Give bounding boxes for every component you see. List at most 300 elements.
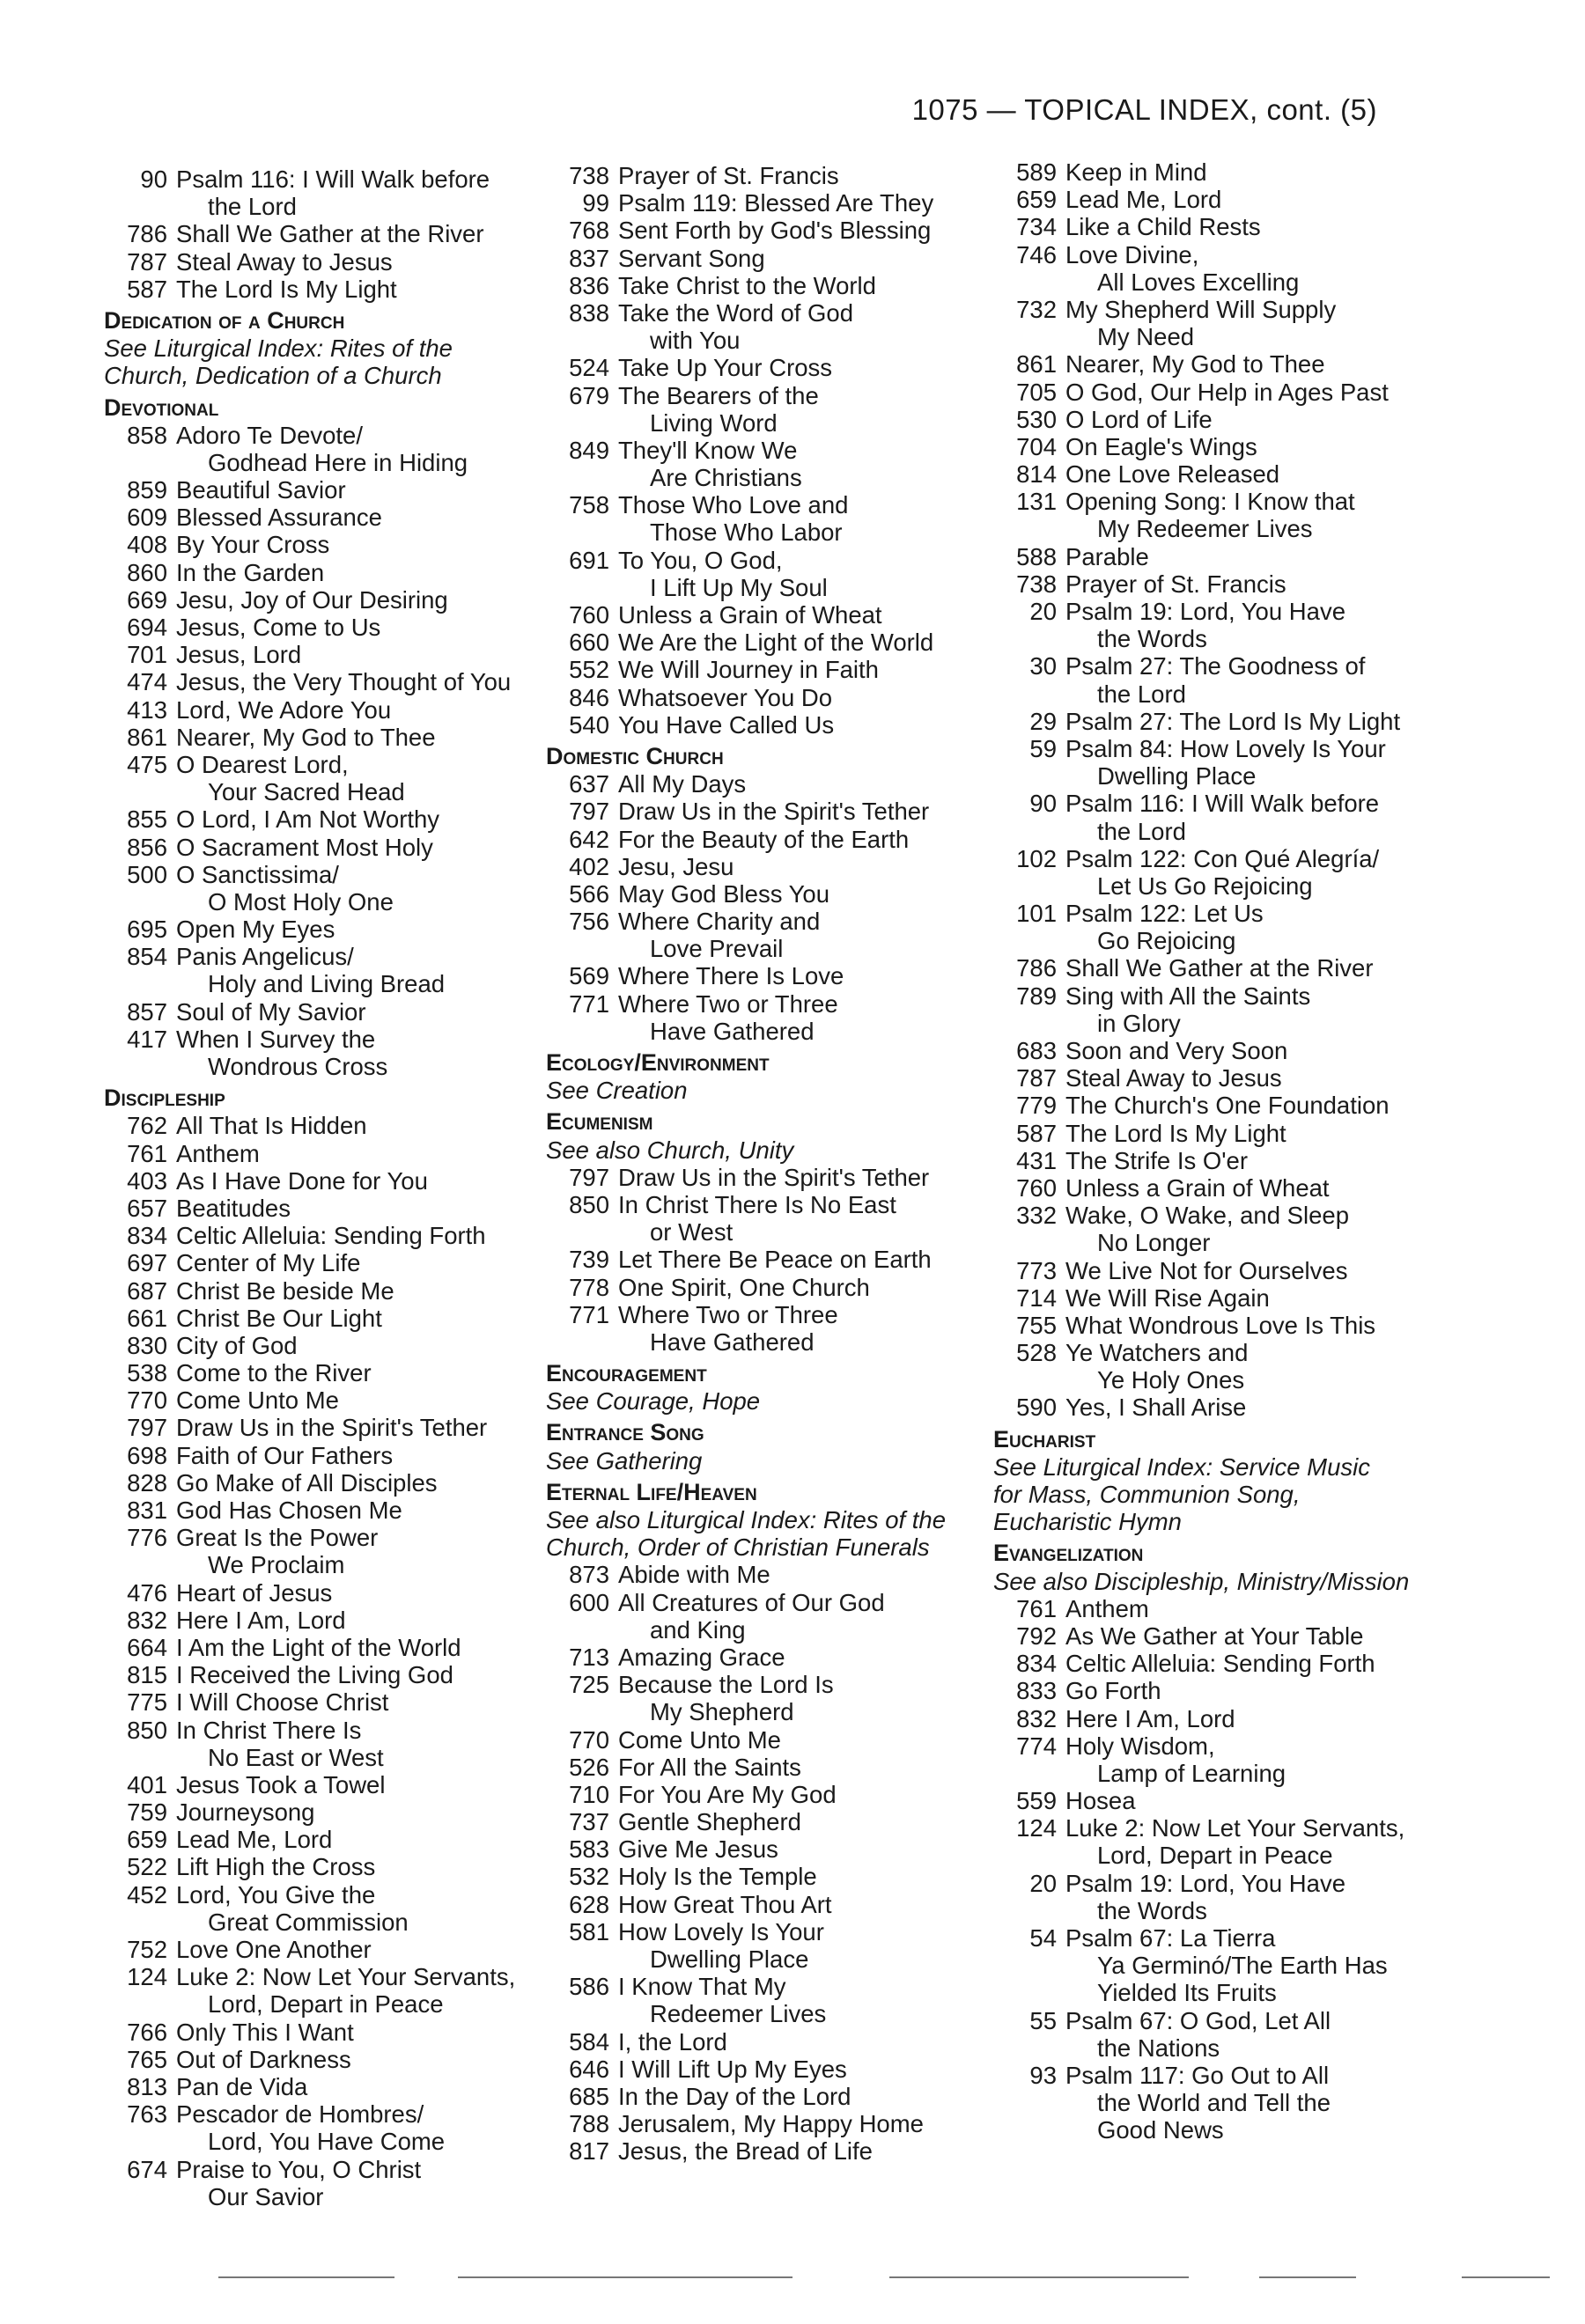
entry-line <box>993 790 1416 817</box>
entry-line <box>993 927 1416 954</box>
hymn-title: Your Sacred Head <box>208 778 405 806</box>
entry-line <box>993 1010 1416 1037</box>
entry-line <box>546 518 969 546</box>
entry-line <box>546 962 969 989</box>
hymn-title: Heart of Jesus <box>176 1578 333 1607</box>
hymn-title: Love One Another <box>176 1936 372 1963</box>
hymn-title: Shall We Gather at the River <box>1065 954 1374 982</box>
entry-line <box>104 504 535 531</box>
hymn-title: Psalm 67: O God, Let All <box>1065 2006 1331 2034</box>
hymn-title: Lift High the Cross <box>176 1853 376 1881</box>
hymn-number: 683 <box>1016 1037 1057 1064</box>
entry-line <box>993 900 1416 927</box>
hymn-title: Lord, Depart in Peace <box>1097 1842 1333 1870</box>
entry-line <box>993 543 1416 570</box>
hymn-title: O Sanctissima/ <box>176 860 339 888</box>
entry-line <box>546 1589 969 1616</box>
see-reference: See Courage, Hope <box>546 1387 761 1416</box>
entry-line <box>104 1442 535 1469</box>
entry-line <box>993 296 1416 323</box>
hymn-title: Pescador de Hombres/ <box>176 2100 424 2129</box>
entry-line <box>546 1835 969 1863</box>
hymn-number: 588 <box>1016 542 1057 570</box>
hymn-number <box>993 762 1065 790</box>
hymn-title: All Loves Excelling <box>1097 268 1300 296</box>
entry-line <box>104 220 535 247</box>
hymn-number <box>993 323 1065 350</box>
hymn-number <box>993 268 1065 296</box>
hymn-number: 763 <box>127 2100 167 2129</box>
hymn-number <box>993 1952 1065 1979</box>
hymn-title: We Live Not for Ourselves <box>1065 1256 1348 1284</box>
section-heading: Eternal Life/Heaven <box>546 1478 757 1505</box>
hymn-title: For You Are My God <box>618 1780 837 1808</box>
hymn-title: Steal Away to Jesus <box>176 247 393 276</box>
entry-line <box>993 652 1416 680</box>
hymn-number: 855 <box>127 805 167 834</box>
entry-line <box>546 574 969 601</box>
hymn-title: We Proclaim <box>208 1551 345 1579</box>
hymn-number: 849 <box>569 436 609 464</box>
hymn-title: I Will Lift Up My Eyes <box>618 2055 847 2083</box>
hymn-title: Prayer of St. Francis <box>1065 570 1286 598</box>
hymn-number: 789 <box>1016 982 1057 1010</box>
hymn-number: 710 <box>569 1780 609 1808</box>
hymn-title: Keep in Mind <box>1065 158 1207 186</box>
hymn-number: 773 <box>1016 1256 1057 1284</box>
hymn-number: 540 <box>569 710 609 739</box>
section-heading: Dedication of a Church <box>104 306 345 334</box>
entry-line <box>993 1787 1416 1814</box>
entry-line <box>993 213 1416 240</box>
hymn-title: with You <box>650 327 741 355</box>
entry-line <box>993 1595 1416 1622</box>
hymn-number: 738 <box>1016 570 1057 598</box>
hymn-number: 758 <box>569 491 609 519</box>
entry-line <box>104 1195 535 1222</box>
hymn-title: in Glory <box>1097 1009 1181 1037</box>
hymn-title: Soon and Very Soon <box>1065 1037 1288 1064</box>
entry-line <box>104 193 535 220</box>
hymn-number: 669 <box>127 585 167 614</box>
hymn-number <box>993 818 1065 845</box>
hymn-number: 584 <box>569 2027 609 2056</box>
entry-line <box>993 735 1416 762</box>
hymn-number: 332 <box>1016 1202 1057 1230</box>
hymn-number <box>993 2089 1065 2116</box>
hymn-title: Take Up Your Cross <box>618 354 833 382</box>
hymn-number: 402 <box>569 852 609 880</box>
entry-line <box>546 1808 969 1835</box>
hymn-title: The Bearers of the <box>618 381 819 409</box>
hymn-title: Take Christ to the World <box>618 271 876 299</box>
entry-line <box>104 276 535 303</box>
hymn-number <box>546 464 618 491</box>
hymn-title: Center of My Life <box>176 1249 361 1277</box>
hymn-title: Yielded Its Fruits <box>1097 1979 1277 2007</box>
entry-line <box>993 1312 1416 1339</box>
hymn-title: Ya Germinó/The Earth Has <box>1097 1952 1388 1980</box>
hymn-title: Have Gathered <box>650 1327 815 1356</box>
entry-line <box>993 1037 1416 1064</box>
entry-line <box>546 1191 969 1218</box>
hymn-title: In Christ There Is <box>176 1716 362 1744</box>
entry-line <box>546 437 969 464</box>
hymn-title: O God, Our Help in Ages Past <box>1065 378 1389 406</box>
entry-line <box>993 2062 1416 2089</box>
hymn-title: Psalm 19: Lord, You Have <box>1065 598 1345 625</box>
hymn-number: 704 <box>1016 432 1057 460</box>
hymn-title: May God Bless You <box>618 879 830 908</box>
hymn-number: 797 <box>127 1414 167 1442</box>
hymn-title: Psalm 117: Go Out to All <box>1065 2061 1330 2089</box>
entry-line <box>993 350 1416 378</box>
footer-rule <box>1462 2276 1550 2278</box>
hymn-number: 90 <box>1029 790 1057 818</box>
hymn-number: 761 <box>1016 1594 1057 1622</box>
hymn-number: 476 <box>127 1578 167 1607</box>
entry-line <box>546 880 969 908</box>
entry-line <box>104 1908 535 1936</box>
entry-line <box>104 531 535 558</box>
index-column-2 <box>546 162 969 2166</box>
hymn-title: Ye Watchers and <box>1065 1339 1249 1367</box>
entry-line <box>104 2128 535 2155</box>
hymn-number: 838 <box>569 298 609 327</box>
hymn-title: My Redeemer Lives <box>1097 515 1313 543</box>
hymn-number: 850 <box>127 1716 167 1744</box>
hymn-title: Let There Be Peace on Earth <box>618 1246 932 1274</box>
hymn-title: Give Me Jesus <box>618 1835 778 1864</box>
hymn-title: O Sacrament Most Holy <box>176 833 433 861</box>
hymn-number <box>546 409 618 437</box>
entry-line <box>104 1359 535 1386</box>
hymn-number: 846 <box>569 683 609 711</box>
entry-line <box>993 1394 1416 1421</box>
hymn-title: For All the Saints <box>618 1753 801 1781</box>
hymn-number: 713 <box>569 1643 609 1671</box>
hymn-title: Opening Song: I Know that <box>1065 488 1355 516</box>
hymn-number: 590 <box>1016 1394 1057 1422</box>
hymn-title: As I Have Done for You <box>176 1166 428 1195</box>
hymn-number: 859 <box>127 476 167 504</box>
entry-line <box>546 2000 969 2027</box>
entry-line <box>104 476 535 504</box>
hymn-title: Go Make of All Disciples <box>176 1468 438 1497</box>
hymn-number: 687 <box>127 1276 167 1305</box>
hymn-title: Sing with All the Saints <box>1065 982 1311 1010</box>
entry-line <box>104 1579 535 1607</box>
hymn-title: Psalm 27: The Lord Is My Light <box>1065 707 1401 735</box>
hymn-title: My Need <box>1097 323 1195 351</box>
hymn-number <box>993 2034 1065 2062</box>
hymn-number: 771 <box>569 989 609 1018</box>
entry-line <box>993 1174 1416 1202</box>
hymn-title: O Lord of Life <box>1065 405 1213 433</box>
entry-line <box>993 845 1416 872</box>
see-reference: See also Liturgical Index: Rites of the <box>546 1506 947 1533</box>
hymn-number: 552 <box>569 656 609 684</box>
hymn-title: the Words <box>1097 625 1207 653</box>
hymn-title: You Have Called Us <box>618 710 835 739</box>
hymn-number: 569 <box>569 962 609 990</box>
hymn-number: 102 <box>1016 844 1057 872</box>
hymn-number: 586 <box>569 1973 609 2001</box>
hymn-title: Praise to You, O Christ <box>176 2155 422 2183</box>
see-reference: See Gathering <box>546 1446 703 1475</box>
hymn-title: Jesus Took a Towel <box>176 1770 386 1798</box>
hymn-title: Lead Me, Lord <box>176 1826 333 1854</box>
hymn-number: 524 <box>569 354 609 382</box>
hymn-title: My Shepherd Will Supply <box>1065 295 1337 323</box>
hymn-number <box>546 327 618 354</box>
entry-line <box>104 422 535 449</box>
entry-line <box>104 1936 535 1963</box>
hymn-title: Psalm 67: La Tierra <box>1065 1924 1276 1952</box>
entry-line <box>993 1339 1416 1366</box>
entry-line <box>104 1386 535 1414</box>
entry-line <box>104 888 535 916</box>
hymn-title: Where Two or Three <box>618 1300 838 1328</box>
hymn-title: Godhead Here in Hiding <box>208 448 468 476</box>
entry-line <box>104 778 535 805</box>
hymn-title: Out of Darkness <box>176 2045 351 2073</box>
hymn-number <box>546 574 618 601</box>
hymn-title: All That Is Hidden <box>176 1112 367 1140</box>
hymn-number: 528 <box>1016 1339 1057 1367</box>
entry-line <box>104 165 535 193</box>
entry-line <box>993 1979 1416 2006</box>
hymn-title: Jesus, Lord <box>176 641 302 669</box>
hymn-number <box>104 1908 176 1936</box>
hymn-title: Jerusalem, My Happy Home <box>618 2110 924 2138</box>
entry-line <box>993 460 1416 488</box>
hymn-number: 587 <box>1016 1119 1057 1147</box>
entry-line <box>546 2083 969 2110</box>
entry-line <box>104 916 535 943</box>
hymn-number <box>993 680 1065 708</box>
entry-line <box>993 982 1416 1010</box>
hymn-title: O Lord, I Am Not Worthy <box>176 805 440 834</box>
entry-line <box>546 1561 969 1588</box>
hymn-title: Go Rejoicing <box>1097 927 1236 955</box>
hymn-number <box>546 935 618 962</box>
hymn-title: Parable <box>1065 542 1149 570</box>
entry-line <box>993 433 1416 460</box>
hymn-number: 738 <box>569 162 609 189</box>
hymn-title: Abide with Me <box>618 1561 770 1589</box>
hymn-title: Faith of Our Fathers <box>176 1441 394 1469</box>
hymn-title: Here I Am, Lord <box>1065 1704 1235 1732</box>
entry-line <box>104 2073 535 2100</box>
entry-line <box>993 1064 1416 1092</box>
entry-line <box>104 641 535 668</box>
hymn-number <box>104 2128 176 2155</box>
entry-line <box>104 1963 535 1990</box>
hymn-number: 857 <box>127 997 167 1026</box>
hymn-number: 698 <box>127 1441 167 1469</box>
entry-line <box>104 943 535 970</box>
hymn-title: They'll Know We <box>618 436 798 464</box>
entry-line <box>546 826 969 853</box>
hymn-title: Holy and Living Bread <box>208 970 446 998</box>
hymn-number: 695 <box>127 916 167 944</box>
hymn-number: 739 <box>569 1246 609 1274</box>
entry-line <box>546 354 969 381</box>
hymn-number: 566 <box>569 879 609 908</box>
entry-line <box>104 1140 535 1167</box>
hymn-title: Living Word <box>650 408 778 437</box>
hymn-title: the World and Tell the <box>1097 2089 1331 2117</box>
hymn-title: Because the Lord Is <box>618 1671 834 1699</box>
hymn-title: The Lord Is My Light <box>176 275 397 303</box>
entry-line <box>546 272 969 299</box>
hymn-title: Soul of My Savior <box>176 997 366 1026</box>
hymn-number: 854 <box>127 943 167 971</box>
hymn-number: 20 <box>1029 598 1057 625</box>
hymn-title: Draw Us in the Spirit's Tether <box>618 798 930 826</box>
hymn-title: Hosea <box>1065 1787 1136 1815</box>
hymn-number <box>104 1551 176 1578</box>
hymn-title: Great Is the Power <box>176 1524 379 1552</box>
entry-line <box>546 711 969 739</box>
hymn-title: As We Gather at Your Table <box>1065 1622 1364 1650</box>
hymn-number: 609 <box>127 504 167 532</box>
entry-line <box>546 382 969 409</box>
hymn-title: Pan de Vida <box>176 2072 308 2100</box>
entry-line <box>993 406 1416 433</box>
hymn-number: 417 <box>127 1025 167 1053</box>
hymn-number: 474 <box>127 668 167 696</box>
hymn-number: 20 <box>1029 1869 1057 1897</box>
hymn-title: Gentle Shepherd <box>618 1808 801 1836</box>
entry-line <box>104 1167 535 1195</box>
entry-line <box>104 1990 535 2018</box>
hymn-number: 779 <box>1016 1092 1057 1120</box>
hymn-number: 797 <box>569 1163 609 1191</box>
entry-line <box>546 1698 969 1725</box>
hymn-number: 657 <box>127 1194 167 1222</box>
hymn-number: 856 <box>127 833 167 861</box>
hymn-title: Prayer of St. Francis <box>618 162 839 189</box>
hymn-number: 664 <box>127 1633 167 1661</box>
hymn-number <box>104 1053 176 1080</box>
entry-line <box>104 1053 535 1080</box>
hymn-number: 401 <box>127 1770 167 1798</box>
hymn-number: 101 <box>1016 900 1057 928</box>
entry-line <box>993 186 1416 213</box>
see-reference: See also Discipleship, Ministry/Mission <box>993 1567 1410 1595</box>
hymn-number <box>546 1328 618 1356</box>
hymn-title: Open My Eyes <box>176 916 335 944</box>
entry-line <box>546 299 969 327</box>
entry-line <box>993 1924 1416 1952</box>
hymn-title: O Dearest Lord, <box>176 750 349 778</box>
entry-line <box>993 1870 1416 1897</box>
hymn-number: 559 <box>1016 1787 1057 1815</box>
hymn-title: Unless a Grain of Wheat <box>618 601 882 629</box>
hymn-title: Servant Song <box>618 244 765 272</box>
hymn-number <box>104 1744 176 1771</box>
hymn-title: Lord, You Give the <box>176 1880 376 1908</box>
hymn-title: What Wondrous Love Is This <box>1065 1311 1376 1339</box>
entry-line <box>546 245 969 272</box>
hymn-number: 756 <box>569 908 609 936</box>
hymn-title: Celtic Alleluia: Sending Forth <box>1065 1650 1375 1678</box>
hymn-title: On Eagle's Wings <box>1065 432 1257 460</box>
hymn-title: Those Who Love and <box>618 491 849 519</box>
section-heading: Ecumenism <box>546 1108 653 1136</box>
entry-line <box>993 762 1416 790</box>
hymn-number: 661 <box>127 1304 167 1332</box>
hymn-number: 755 <box>1016 1311 1057 1339</box>
entry-line <box>104 1688 535 1716</box>
hymn-number: 831 <box>127 1497 167 1524</box>
entry-line <box>104 1222 535 1249</box>
hymn-title: Ye Holy Ones <box>1097 1366 1245 1394</box>
hymn-number <box>104 193 176 220</box>
hymn-number: 408 <box>127 531 167 559</box>
entry-line <box>104 2046 535 2073</box>
hymn-title: City of God <box>176 1331 298 1359</box>
hymn-number: 124 <box>127 1963 167 1991</box>
hymn-number: 660 <box>569 629 609 657</box>
hymn-title: Yes, I Shall Arise <box>1065 1394 1247 1422</box>
hymn-number: 500 <box>127 860 167 888</box>
hymn-title: In the Day of the Lord <box>618 2082 851 2110</box>
hymn-number <box>546 1018 618 1045</box>
hymn-title: Lord, We Adore You <box>176 695 392 724</box>
entry-line <box>546 1671 969 1698</box>
hymn-title: Have Gathered <box>650 1017 815 1045</box>
hymn-number: 674 <box>127 2155 167 2183</box>
hymn-title: Love Divine, <box>1065 240 1199 268</box>
entry-line <box>104 1661 535 1688</box>
hymn-number: 786 <box>1016 954 1057 982</box>
hymn-title: Come Unto Me <box>618 1725 781 1754</box>
hymn-number <box>993 1979 1065 2006</box>
hymn-number: 766 <box>127 2018 167 2046</box>
hymn-number: 771 <box>569 1300 609 1328</box>
hymn-title: I, the Lord <box>618 2027 727 2056</box>
entry-line <box>104 751 535 778</box>
hymn-number <box>546 2000 618 2027</box>
entry-line <box>993 954 1416 982</box>
entry-line <box>546 770 969 798</box>
entry-line <box>993 625 1416 652</box>
entry-line <box>104 1634 535 1661</box>
hymn-number: 778 <box>569 1273 609 1301</box>
entry-line <box>546 1301 969 1328</box>
hymn-number: 837 <box>569 244 609 272</box>
hymn-title: One Love Released <box>1065 460 1280 489</box>
hymn-title: No Longer <box>1097 1229 1211 1257</box>
hymn-number: 659 <box>127 1826 167 1854</box>
hymn-title: Dwelling Place <box>650 1945 809 1973</box>
hymn-title: Sent Forth by God's Blessing <box>618 217 932 245</box>
hymn-number: 792 <box>1016 1622 1057 1650</box>
entry-line <box>104 1771 535 1798</box>
entry-line <box>993 1120 1416 1147</box>
entry-line <box>546 2028 969 2056</box>
entry-line <box>104 724 535 751</box>
hymn-number <box>993 1229 1065 1256</box>
hymn-title: Only This I Want <box>176 2018 354 2046</box>
entry-line <box>546 629 969 656</box>
hymn-number: 832 <box>1016 1704 1057 1732</box>
entry-line <box>104 2019 535 2046</box>
hymn-title: Psalm 119: Blessed Are They <box>618 189 934 217</box>
